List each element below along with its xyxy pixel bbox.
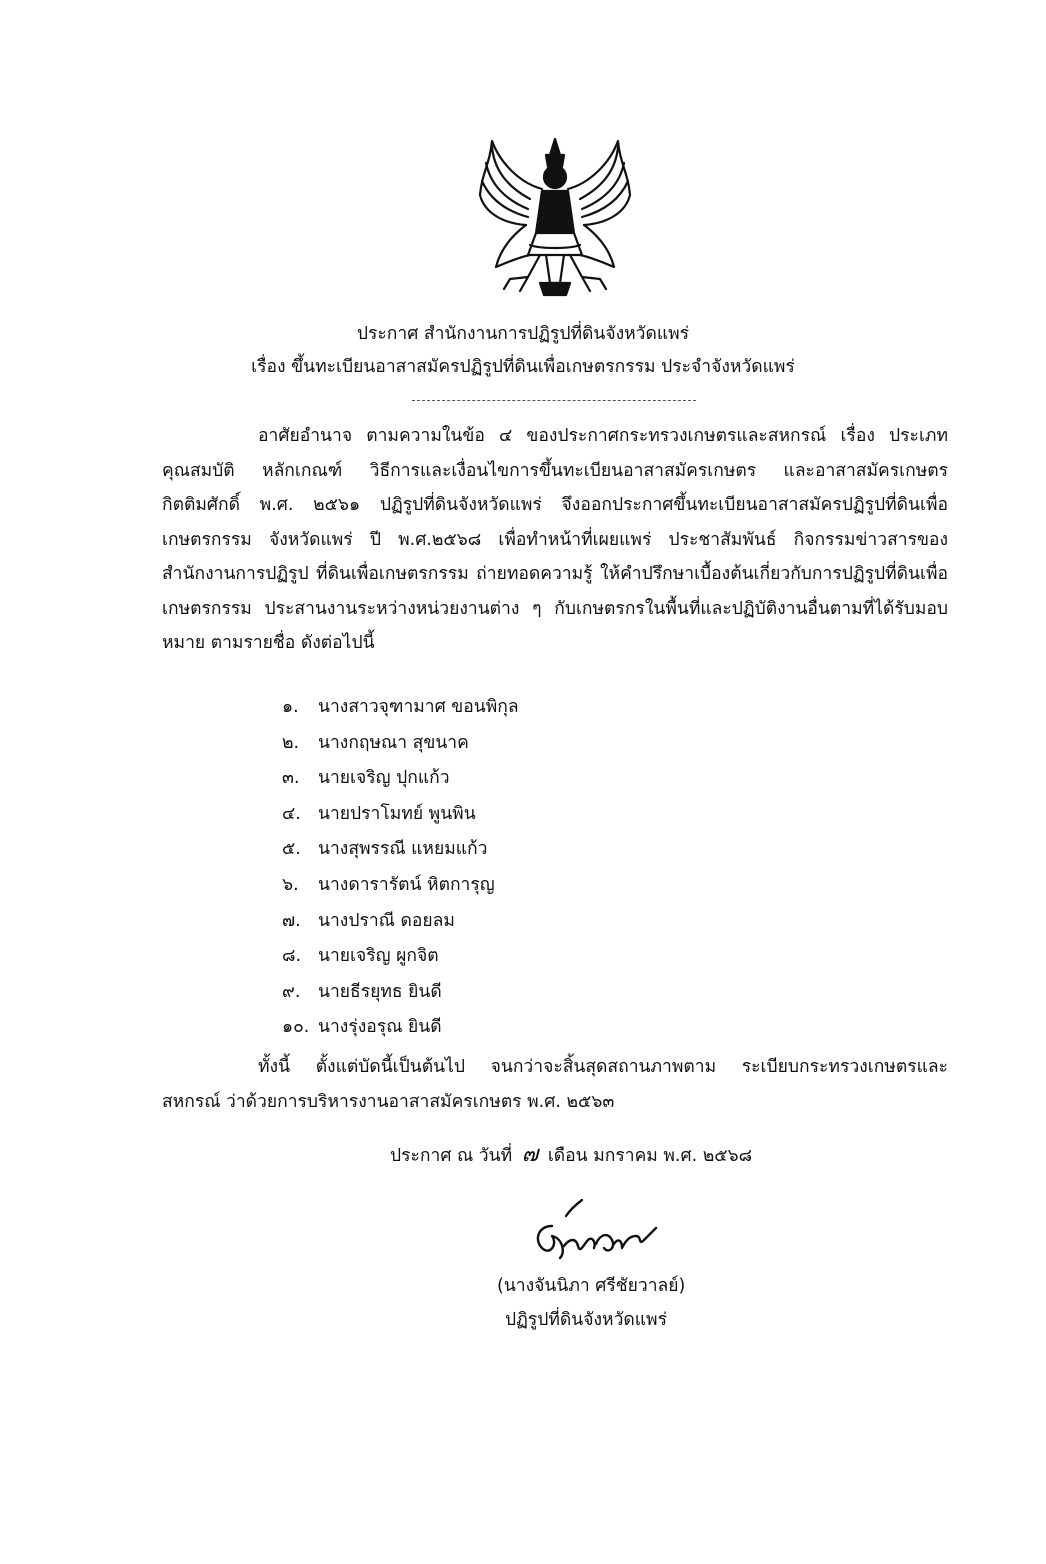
list-item-number: ๖. bbox=[282, 874, 299, 895]
list-item bbox=[282, 904, 519, 940]
announcement-date bbox=[390, 1143, 752, 1168]
list-item-name: นายธีรยุทธ ยินดี bbox=[318, 981, 442, 1002]
date-suffix: เดือน มกราคม พ.ศ. ๒๕๖๘ bbox=[547, 1146, 753, 1166]
volunteer-name-list bbox=[282, 690, 519, 1046]
list-item-number: ๙. bbox=[282, 981, 301, 1002]
closing-paragraph-text: ทั้งนี้ ตั้งแต่บัดนี้เป็นต้นไป จนกว่าจะสิ้นสุดสถานภาพตาม ระเบียบกระทรวงเกษตรและ สหกรณ์ ว่าด้วยการบริหารงานอาสาสมัครเกษตร พ.ศ. ๒๕๖๓ bbox=[162, 1057, 948, 1112]
list-item bbox=[282, 690, 519, 726]
body-paragraph bbox=[162, 419, 948, 661]
announcement-heading: ประกาศ สำนักงานการปฏิรูปที่ดินจังหวัดแพร่ bbox=[356, 324, 690, 344]
list-item-number: ๗. bbox=[282, 910, 301, 931]
list-item-name: นายเจริญ ผูกจิต bbox=[318, 946, 439, 967]
closing-paragraph bbox=[162, 1050, 948, 1119]
list-item-number: ๕. bbox=[282, 839, 301, 860]
date-day: ๗ bbox=[521, 1142, 539, 1167]
list-item-name: นางรุ่งอรุณ ยินดี bbox=[318, 1017, 442, 1038]
signature-icon bbox=[512, 1196, 662, 1268]
list-item-name: นางสาวจุฑามาศ ขอนพิกุล bbox=[318, 697, 519, 717]
list-item-name: นางปราณี ดอยลม bbox=[318, 910, 455, 931]
list-item-name: นางกฤษณา สุขนาค bbox=[318, 732, 469, 753]
list-item bbox=[282, 868, 519, 904]
list-item bbox=[282, 726, 519, 762]
body-paragraph-text: อาศัยอำนาจ ตามความในข้อ ๔ ของประกาศกระทรวงเกษตรและสหกรณ์ เรื่อง ประเภท คุณสมบัติ หลักเกณฑ์ วิธีการและเงื่อนไขการขึ้นทะเบียนอาสาสมัครเกษตร และอาสาสมัครเกษตรกิตติมศักดิ์ พ.ศ. ๒๕๖๑ ปฏิรูปที่ดินจังหวัดแพร่ จึงออกประกาศขึ้นทะเบียนอาสาสมัครปฏิรูปที่ดินเพื่อเกษตรกรรม จังหวัดแพร่ ปี พ.ศ.๒๕๖๘ เพื่อทำหน้าที่เผยแพร่ ประชาสัมพันธ์ กิจกรรมข่าวสารของสำนักงานการปฏิรูป ที่ดินเพื่อเกษตรกรรม ถ่ายทอดความรู้ ให้คำปรึกษาเบื้องต้นเกี่ยวกับการปฏิรูปที่ดินเพื่อเกษตรกรรม ประสานงานระหว่างหน่วยงานต่าง ๆ กับเกษตรกรในพื้นที่และปฏิบัติงานอื่นตามที่ได้รับมอบหมาย ตามรายชื่อ ดังต่อไปนี้ bbox=[162, 426, 948, 653]
list-item-number: ๑. bbox=[282, 697, 299, 717]
list-item-name: นายปราโมทย์ พูนพิน bbox=[318, 803, 476, 824]
list-item bbox=[282, 797, 519, 833]
signer-title: ปฏิรูปที่ดินจังหวัดแพร่ bbox=[505, 1310, 667, 1330]
garuda-emblem-icon bbox=[470, 133, 640, 301]
list-item bbox=[282, 832, 519, 868]
list-item-number: ๔. bbox=[282, 803, 301, 824]
list-item bbox=[282, 975, 519, 1011]
list-item bbox=[282, 1010, 519, 1046]
list-item-name: นายเจริญ ปุกแก้ว bbox=[318, 768, 450, 789]
heading-divider bbox=[412, 400, 696, 401]
signer-name: (นางจันนิภา ศรีชัยวาลย์) bbox=[497, 1276, 686, 1296]
list-item-number: ๓. bbox=[282, 768, 300, 789]
list-item bbox=[282, 761, 519, 797]
announcement-subject: เรื่อง ขึ้นทะเบียนอาสาสมัครปฏิรูปที่ดินเพื่อเกษตรกรรม ประจำจังหวัดแพร่ bbox=[251, 357, 795, 377]
list-item-number: ๘. bbox=[282, 946, 302, 967]
list-item-name: นางดารารัตน์ หิตการุญ bbox=[318, 874, 495, 895]
list-item-number: ๒. bbox=[282, 732, 300, 753]
list-item-number: ๑๐. bbox=[282, 1017, 310, 1038]
date-prefix: ประกาศ ณ วันที่ bbox=[390, 1146, 513, 1166]
list-item-name: นางสุพรรณี แหยมแก้ว bbox=[318, 839, 488, 860]
list-item bbox=[282, 939, 519, 975]
